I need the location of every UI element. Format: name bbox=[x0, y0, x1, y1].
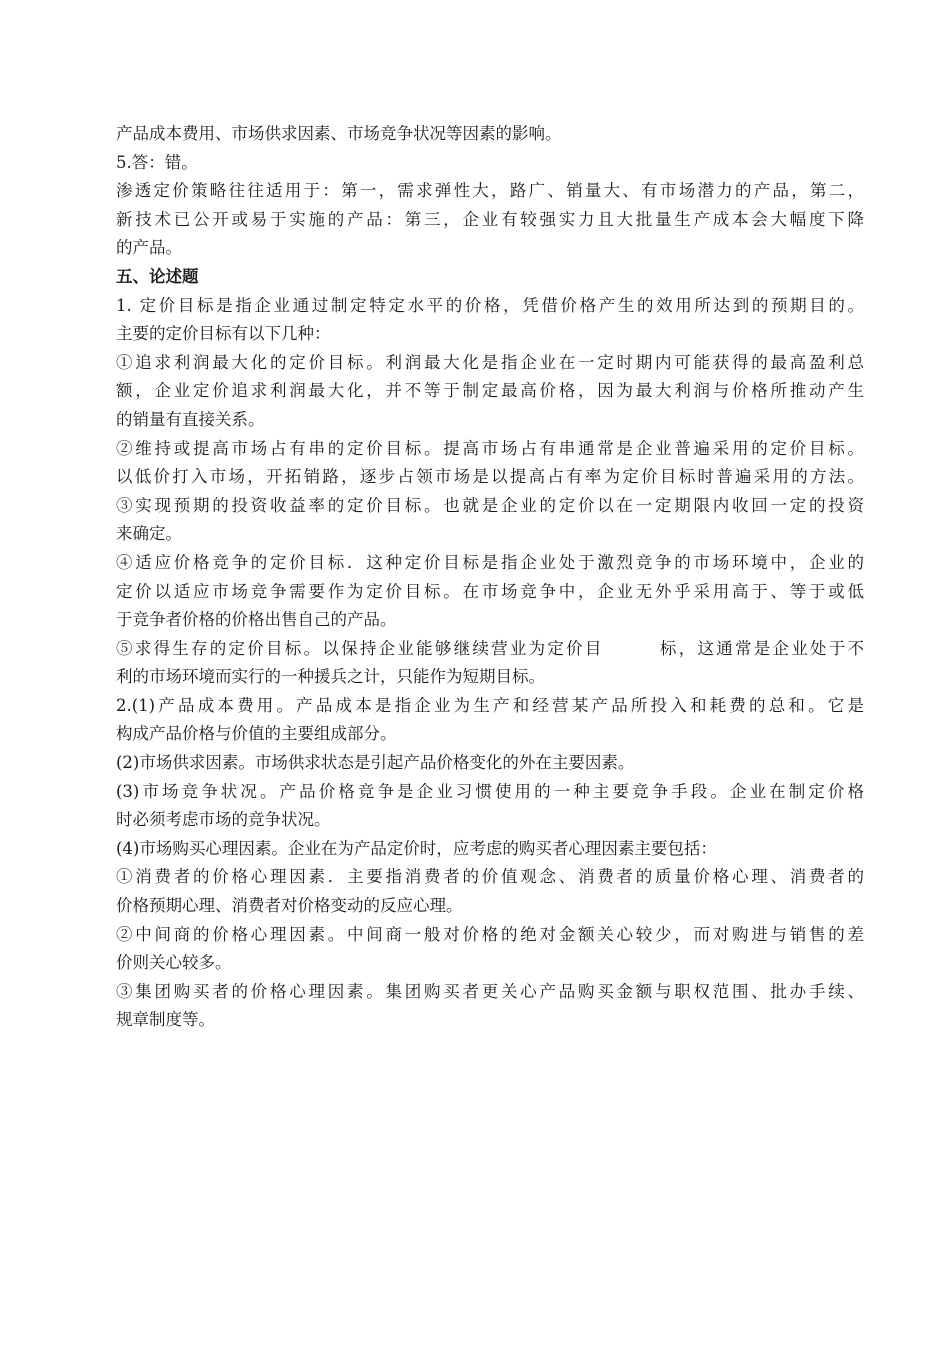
document-page bbox=[116, 120, 864, 1035]
text-line: ④适应价格竞争的定价目标．这种定价目标是指企业处于激烈竞争的市场环境中，企业的 bbox=[116, 552, 864, 572]
text-line: 产品成本费用、市场供求因素、市场竞争状况等因素的影响。 bbox=[116, 124, 562, 143]
text-line: 于竞争者价格的价格出售自己的产品。 bbox=[116, 610, 397, 630]
text-line: (4)市场购买心理因素。企业在为产品定价时，应考虑的购买者心理因素主要包括： bbox=[116, 838, 717, 858]
text-line: 价则关心较多。 bbox=[116, 953, 232, 973]
text-line: 时必须考虑市场的竞争状况。 bbox=[116, 810, 331, 830]
text-line: ⑤求得生存的定价目标。以保持企业能够继续营业为定价目 标，这通常是企业处于不 bbox=[116, 638, 864, 658]
text-line: ②维持或提高市场占有串的定价目标。提高市场占有串通常是企业普遍采用的定价目标。 bbox=[116, 438, 864, 458]
text-line: ①追求利润最大化的定价目标。利润最大化是指企业在一定时期内可能获得的最高盈利总 bbox=[116, 352, 864, 372]
text-line: 渗透定价策略往往适用于：第一，需求弹性大，路广、销量大、有市场潜力的产品，第二， bbox=[116, 181, 864, 201]
text-line: 定价以适应市场竞争需要作为定价目标。在市场竞争中，企业无外乎采用高于、等于或低 bbox=[116, 581, 864, 601]
text-line: 利的市场环境而实行的一种援兵之计，只能作为短期目标。 bbox=[116, 667, 545, 687]
text-line: 来确定。 bbox=[116, 524, 182, 544]
text-line: 的产品。 bbox=[116, 238, 182, 258]
text-line: 规章制度等。 bbox=[116, 1010, 215, 1030]
text-line: 1. 定价目标是指企业通过制定特定水平的价格，凭借价格产生的效用所达到的预期目的。 bbox=[116, 295, 864, 315]
section-heading: 五、论述题 bbox=[116, 266, 199, 286]
text-line: 5.答：错。 bbox=[116, 152, 198, 172]
text-line: 新技术已公开或易于实施的产品：第三，企业有较强实力且大批量生产成本会大幅度下降 bbox=[116, 209, 864, 229]
text-line: (3)市场竞争状况。产品价格竞争是企业习惯使用的一种主要竞争手段。企业在制定价格 bbox=[116, 781, 864, 801]
text-line: 额，企业定价追求利润最大化，并不等于制定最高价格，因为最大利润与价格所推动产生 bbox=[116, 381, 864, 401]
text-line: 价格预期心理、消费者对价格变动的反应心理。 bbox=[116, 896, 463, 916]
text-line: ①消费者的价格心理因素．主要指消费者的价值观念、消费者的质量价格心理、消费者的 bbox=[116, 867, 864, 887]
text-line: 以低价打入市场，开拓销路，逐步占领市场是以提高占有率为定价目标时普遍采用的方法。 bbox=[116, 467, 864, 487]
text-line: ③实现预期的投资收益率的定价目标。也就是企业的定价以在一定期限内收回一定的投资 bbox=[116, 495, 864, 515]
text-line: ③集团购买者的价格心理因素。集团购买者更关心产品购买金额与职权范围、批办手续、 bbox=[116, 981, 864, 1001]
text-line: 主要的定价目标有以下几种： bbox=[116, 324, 331, 344]
text-line: 的销量有直接关系。 bbox=[116, 409, 265, 429]
text-line: 2.(1)产品成本费用。产品成本是指企业为生产和经营某产品所投入和耗费的总和。它是 bbox=[116, 695, 864, 715]
text-line: (2)市场供求因素。市场供求状态是引起产品价格变化的外在主要因素。 bbox=[116, 753, 635, 773]
text-line: 构成产品价格与价值的主要组成部分。 bbox=[116, 724, 397, 744]
text-line: ②中间商的价格心理因素。中间商一般对价格的绝对金额关心较少，而对购进与销售的差 bbox=[116, 924, 864, 944]
